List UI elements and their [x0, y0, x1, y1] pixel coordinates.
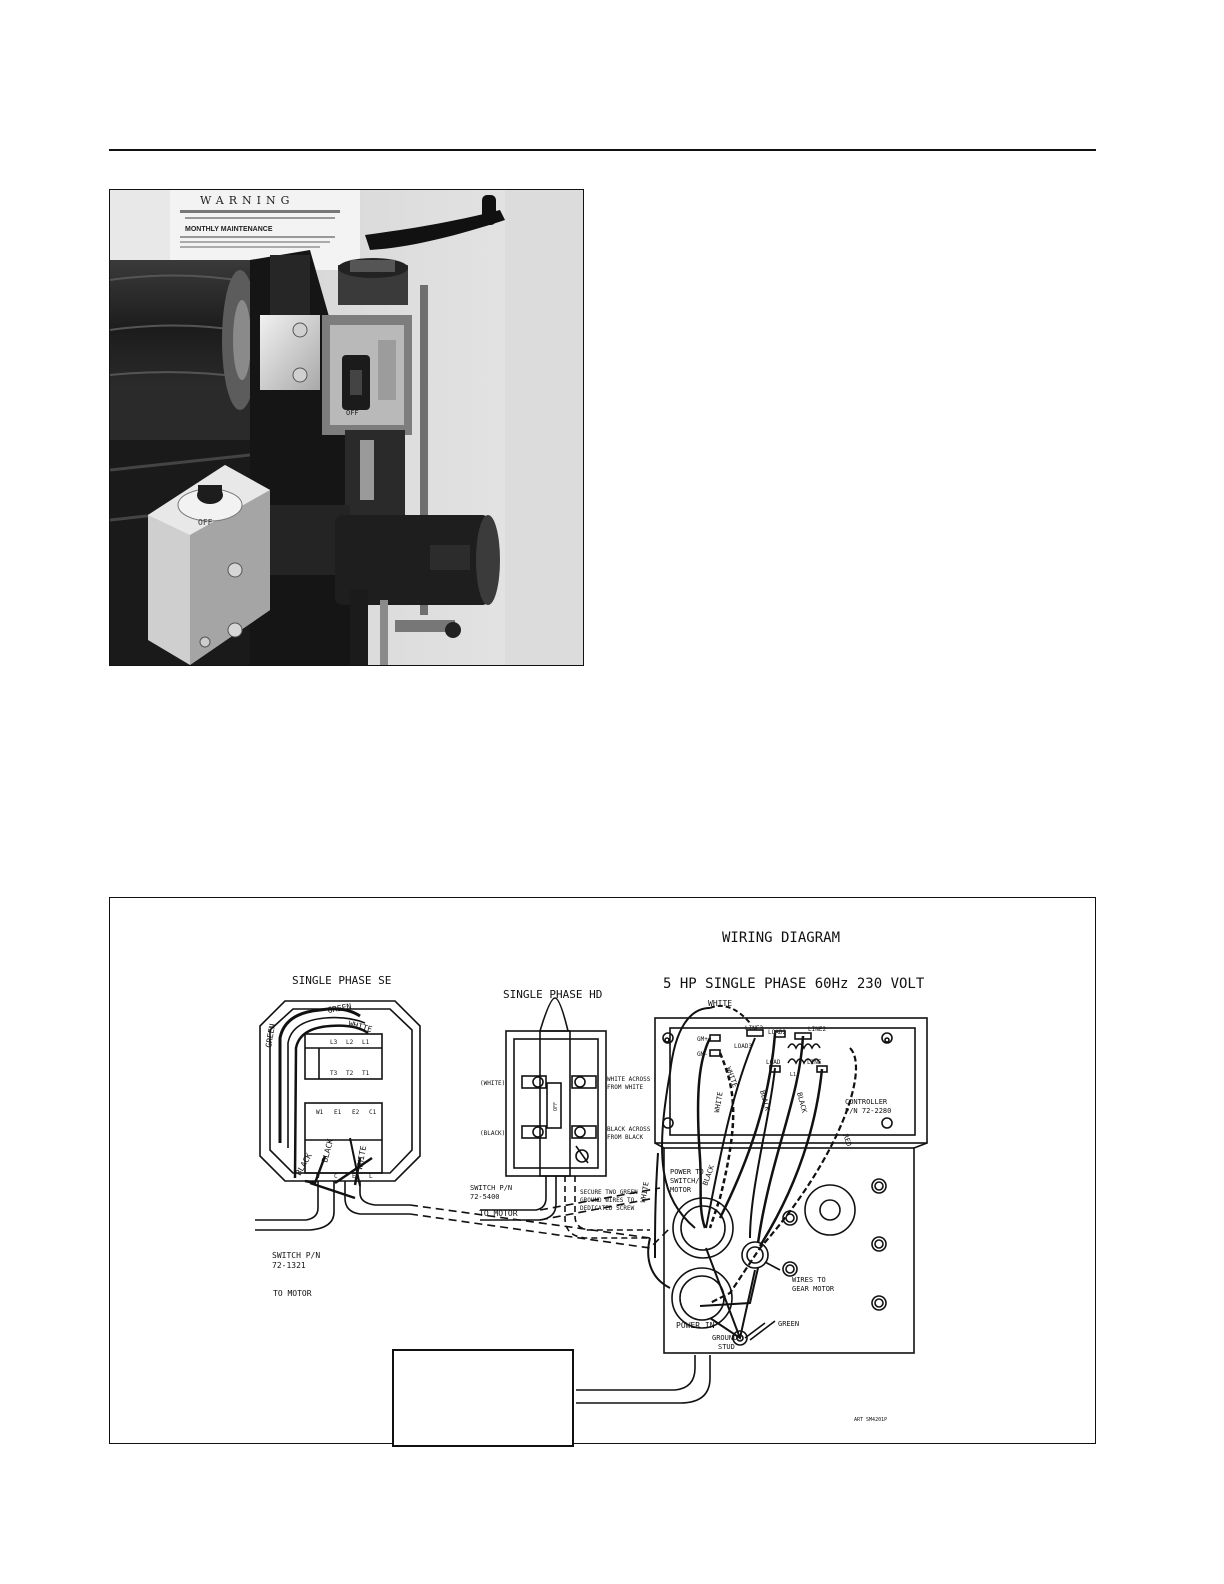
ctrl-wire-white-side: WHITE: [639, 1181, 651, 1204]
hd-white-note-2: FROM WHITE: [607, 1084, 644, 1091]
se-term-e: E: [352, 1173, 356, 1180]
se-term-l2: L2: [346, 1039, 354, 1046]
ctrl-wire-black-b: BLACK: [795, 1091, 809, 1114]
se-wire-black-2: BLACK: [320, 1137, 336, 1164]
se-term-t1: T1: [362, 1070, 370, 1077]
ctrl-wire-red: RED: [841, 1132, 853, 1148]
ctrl-gm-plus: GM+: [697, 1036, 708, 1043]
wiring-diagram-panel: [109, 897, 1096, 1444]
se-term-t2: T2: [346, 1070, 354, 1077]
se-wire-white-2: WHITE: [355, 1145, 369, 1171]
ctrl-load2: LOAD2: [768, 1029, 787, 1036]
header-rule: [109, 149, 1096, 151]
ctrl-ground-2: STUD: [718, 1343, 735, 1351]
ctrl-wires-gear-1: WIRES TO: [792, 1276, 826, 1284]
wiring-diagram: [110, 898, 1095, 1443]
se-switch-pn: SWITCH P/N: [272, 1251, 321, 1260]
ctrl-power-switch-2: SWITCH/: [670, 1177, 700, 1185]
se-wire-green-1: GREEN: [264, 1023, 278, 1049]
hd-off-label: OFF: [553, 1101, 559, 1111]
se-term-l3: L3: [330, 1039, 338, 1046]
ctrl-line2: LINE2: [808, 1026, 827, 1033]
machine-photo: [109, 189, 584, 666]
ctrl-ground-1: GROUND: [712, 1334, 738, 1342]
power-in-knockout: [672, 1268, 732, 1328]
se-term-e2: E2: [352, 1109, 360, 1116]
se-switch-pn-value: 72-1321: [272, 1261, 306, 1270]
hd-black-tag: (BLACK): [480, 1130, 506, 1137]
hd-secure-note-3: DEDICATED SCREW: [580, 1205, 635, 1212]
mounting-bracket: [260, 315, 320, 390]
se-to-motor: TO MOTOR: [273, 1289, 312, 1298]
ctrl-wire-black-mid: BLACK: [701, 1164, 717, 1187]
maintenance-label: MONTHLY MAINTENANCE: [185, 226, 273, 233]
ctrl-load3: LOAD3: [734, 1043, 753, 1050]
ctrl-label: CONTROLLER: [845, 1098, 888, 1106]
ctrl-wire-white-b: WHITE: [713, 1091, 725, 1114]
se-terminal-block-top: [305, 1034, 382, 1079]
se-term-w: W: [316, 1173, 320, 1180]
se-term-w1: W1: [316, 1109, 324, 1116]
blank-callout-box: [392, 1349, 574, 1447]
hd-white-tag: (WHITE): [480, 1080, 506, 1087]
hd-secure-note-2: GROUND WIRES TO: [580, 1197, 635, 1204]
svg-text:OFF: OFF: [198, 518, 213, 527]
hd-secure-note-1: SECURE TWO GREEN: [580, 1189, 638, 1196]
hd-black-note-2: FROM BLACK: [607, 1134, 644, 1141]
hd-switch-pn-value: 72-5400: [470, 1193, 500, 1201]
ctrl-power-switch-3: MOTOR: [670, 1186, 692, 1194]
hd-heading: SINGLE PHASE HD: [503, 988, 603, 1001]
hd-white-note-1: WHITE ACROSS: [607, 1076, 651, 1083]
ctrl-load1: LOAD: [766, 1059, 781, 1066]
se-wire-white: WHITE: [347, 1019, 374, 1035]
hd-switch-pn: SWITCH P/N: [470, 1184, 513, 1192]
se-term-l1: L1: [362, 1039, 370, 1046]
ctrl-line3: LINE3: [745, 1025, 764, 1032]
se-wire-green-2: GREEN: [326, 1001, 353, 1015]
se-term-l: L: [369, 1173, 373, 1180]
ctrl-green: GREEN: [778, 1320, 800, 1328]
se-term-c1: C1: [369, 1109, 377, 1116]
ctrl-power-in: POWER IN: [676, 1321, 715, 1330]
se-term-t3: T3: [330, 1070, 338, 1077]
ctrl-power-switch-1: POWER TO: [670, 1168, 704, 1176]
ctrl-line1: LINE: [807, 1059, 822, 1066]
ctrl-wire-black-a: BLACK: [758, 1089, 772, 1112]
diagram-title: WIRING DIAGRAM: [722, 930, 841, 946]
ctrl-wire-white-a: WHITE: [724, 1065, 739, 1089]
ctrl-wire-white-top: WHITE: [708, 999, 733, 1008]
ctrl-coil: L1: [790, 1072, 797, 1078]
ctrl-wires-gear-2: GEAR MOTOR: [792, 1285, 835, 1293]
warning-heading: WARNING: [200, 194, 295, 207]
controller-panel: [655, 1018, 927, 1143]
art-reference: ART SM4201P: [854, 1417, 888, 1423]
se-term-c: C: [334, 1173, 338, 1180]
hd-to-motor: TO MOTOR: [479, 1209, 518, 1218]
hd-black-note-1: BLACK ACROSS: [607, 1126, 651, 1133]
ctrl-gm-minus: GM-: [697, 1051, 708, 1058]
svg-text:OFF: OFF: [346, 409, 359, 417]
se-term-e1: E1: [334, 1109, 342, 1116]
diagram-subtitle: 5 HP SINGLE PHASE 60Hz 230 VOLT: [663, 976, 925, 992]
ctrl-pn: P/N 72-2280: [845, 1107, 892, 1115]
se-wire-black-1: BLACK: [293, 1151, 314, 1177]
se-heading: SINGLE PHASE SE: [292, 974, 392, 987]
